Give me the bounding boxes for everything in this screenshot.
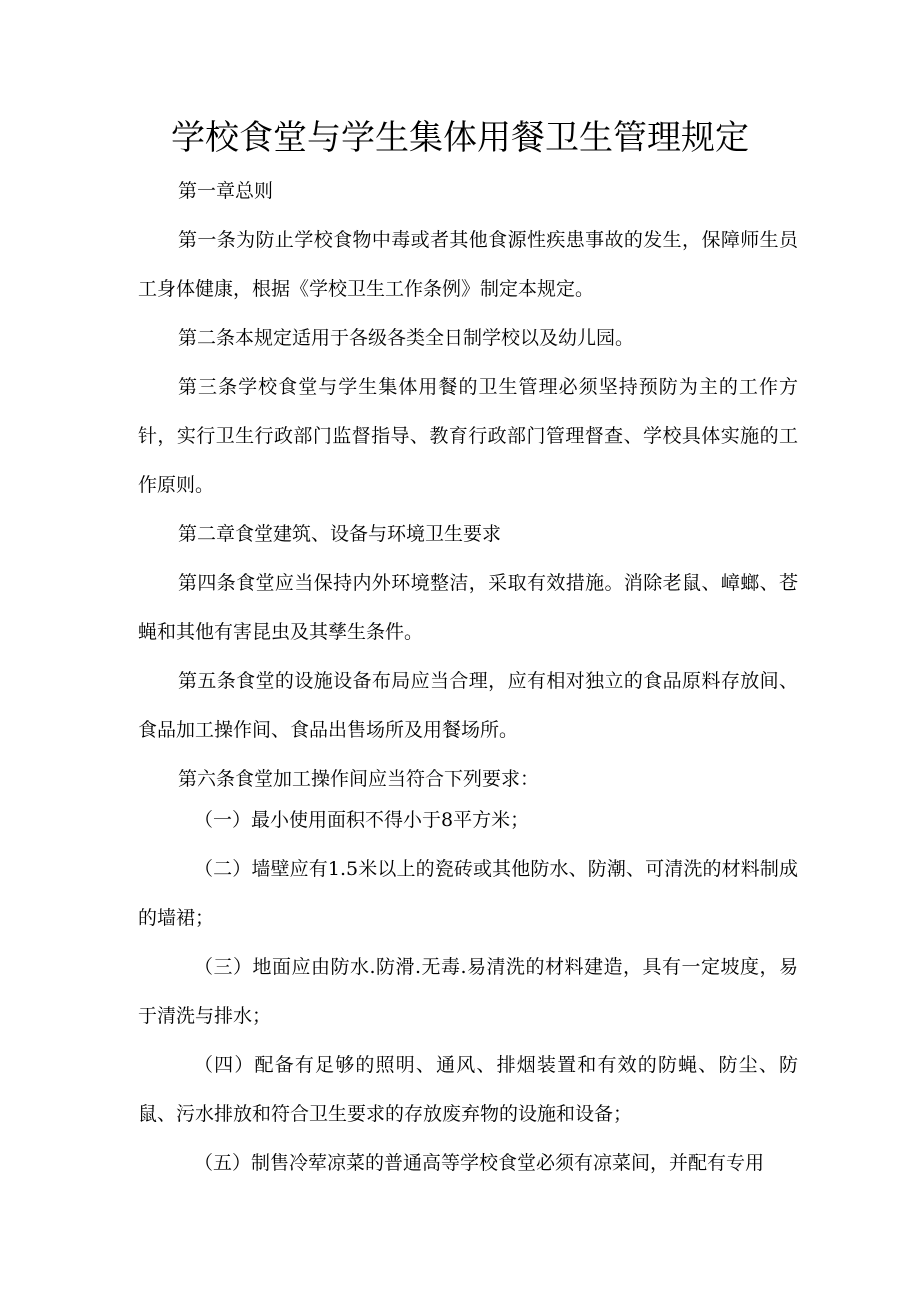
list-item: （五）制售冷荤凉菜的普通高等学校食堂必须有凉菜间，并配有专用 — [194, 1152, 765, 1174]
article-paragraph: 第一条为防止学校食物中毒或者其他食源性疾患事故的发生，保障师生员工身体健康，根据《学校卫生工作条例》制定本规定。 — [138, 229, 798, 300]
document-title: 学校食堂与学生集体用餐卫生管理规定 — [171, 118, 749, 158]
article-paragraph: 第五条食堂的设施设备布局应当合理，应有相对独立的食品原料存放间、食品加工操作间、食品出售场所及用餐场所。 — [138, 670, 798, 741]
list-item: （三）地面应由防水.防滑.无毒.易清洗的材料建造，具有一定坡度，易于清洗与排水； — [138, 956, 798, 1027]
article-paragraph: 第四条食堂应当保持内外环境整洁，采取有效措施。消除老鼠、嶂螂、苍蝇和其他有害昆虫及其孳生条件。 — [138, 572, 798, 643]
article-paragraph: 第二条本规定适用于各级各类全日制学校以及幼儿园。 — [178, 327, 635, 349]
article-paragraph: 第六条食堂加工操作间应当符合下列要求： — [178, 768, 540, 790]
article-paragraph: 第三条学校食堂与学生集体用餐的卫生管理必须坚持预防为主的工作方针，实行卫生行政部门监督指导、教育行政部门管理督查、学校具体实施的工作原则。 — [138, 376, 798, 496]
chapter-heading: 第一章总则 — [178, 180, 274, 202]
list-item: （二）墙壁应有1.5米以上的瓷砖或其他防水、防潮、可清洗的材料制成的墙裙； — [138, 858, 798, 929]
chapter-heading: 第二章食堂建筑、设备与环境卫生要求 — [178, 523, 502, 545]
list-item: （四）配备有足够的照明、通风、排烟装置和有效的防蝇、防尘、防鼠、污水排放和符合卫生要求的存放废弃物的设施和设备； — [138, 1054, 798, 1125]
list-item: （一）最小使用面积不得小于8平方米； — [194, 809, 530, 831]
